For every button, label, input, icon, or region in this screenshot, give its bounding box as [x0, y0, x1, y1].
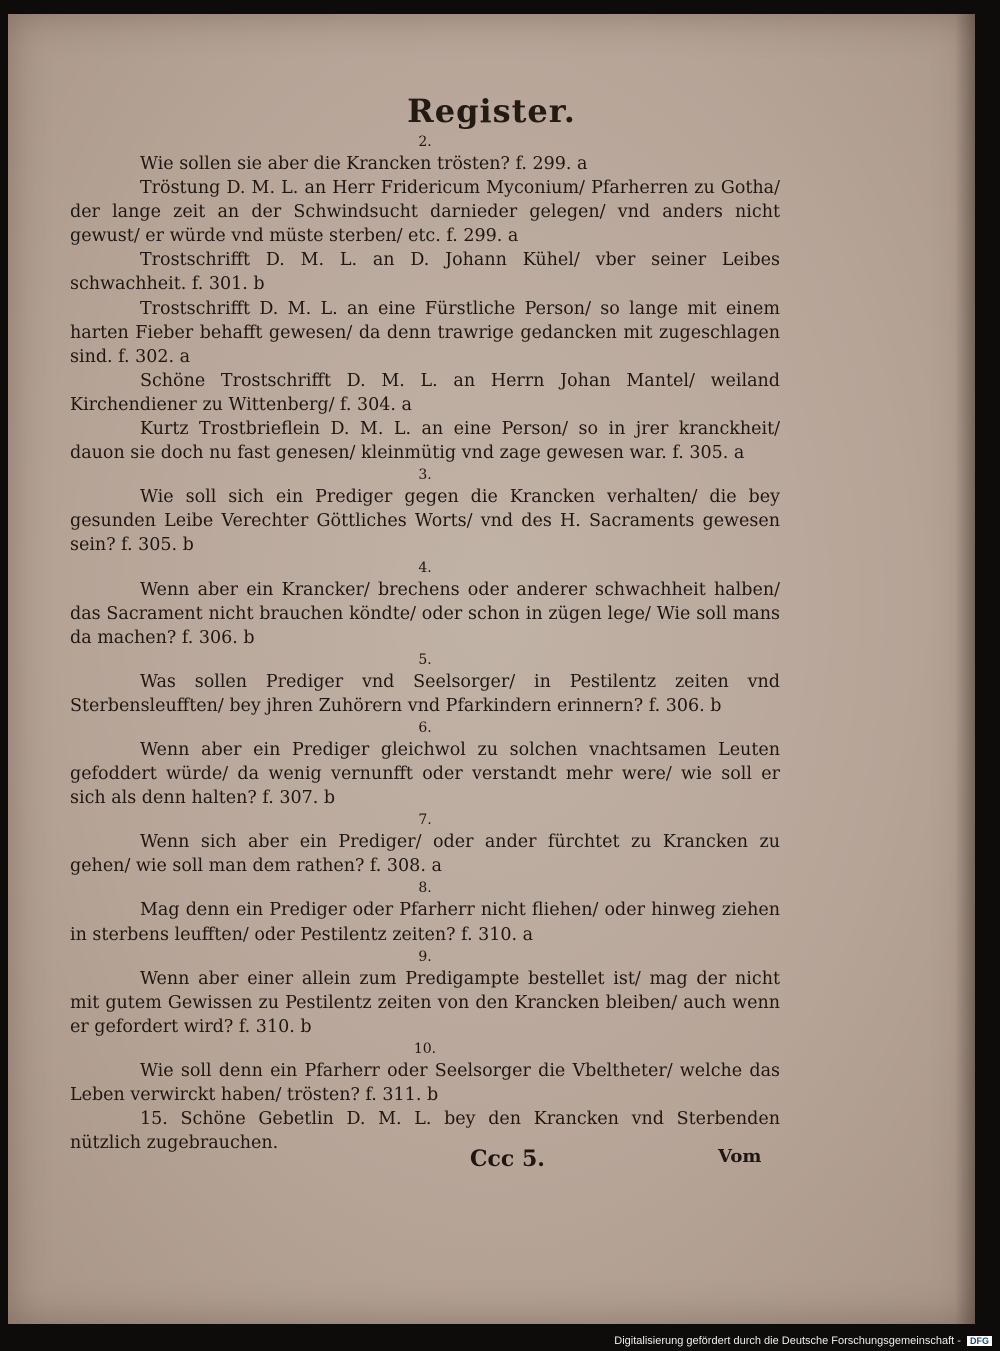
register-entry	[70, 132, 780, 176]
entry-number: 3.	[418, 467, 432, 484]
entry-number: 10.	[413, 1040, 437, 1057]
dfg-logo: DFG	[967, 1336, 992, 1346]
register-entry	[70, 369, 780, 417]
entry-number: 4.	[418, 559, 432, 576]
entry-text: Trostschrifft D. M. L. an D. Johann Kühel/ vber seiner Leibes schwachheit. f. 301. b	[70, 250, 780, 295]
entry-text: Wenn aber einer allein zum Predigampte bestellet ist/ mag der nicht mit gutem Gewissen zu Pestilentz zeiten von den Krancken bleiben/ auch wenn er gefordert wird? f. 310. b	[70, 968, 780, 1037]
entry-text: Was sollen Prediger vnd Seelsorger/ in Pestilentz zeiten vnd Sterbensleufften/ bey jhren Zuhörern vnd Pfarkindern erinnern? f. 306. b	[70, 671, 780, 716]
book-page	[8, 14, 975, 1324]
register-entry	[70, 558, 780, 650]
page-edge-shadow	[955, 14, 975, 1324]
register-entry	[70, 810, 780, 878]
signature-mark: Ccc 5.	[470, 1146, 545, 1172]
register-entry	[70, 718, 780, 810]
register-entry	[70, 465, 780, 557]
entry-number: 9.	[418, 948, 432, 965]
catchword: Vom	[718, 1146, 762, 1167]
entry-text: Wenn aber ein Prediger gleichwol zu solchen vnachtsamen Leuten gefoddert würde/ da wenig vernunfft oder verstandt mehr were/ wie soll er sich als denn halten? f. 307. b	[70, 739, 780, 809]
register-entry	[70, 176, 780, 248]
entry-text: Wie sollen sie aber die Krancken trösten? f. 299. a	[140, 154, 588, 174]
entry-number: 2.	[418, 134, 432, 150]
page-heading: Register.	[407, 92, 576, 130]
register-entry	[70, 878, 780, 946]
credit-text: Digitalisierung gefördert durch die Deutsche Forschungsgemeinschaft -	[614, 1335, 961, 1347]
entry-text: Wenn sich aber ein Prediger/ oder ander fürchtet zu Krancken zu gehen/ wie soll man dem rathen? f. 308. a	[70, 832, 780, 877]
entry-text: Wie soll sich ein Prediger gegen die Krancken verhalten/ die bey gesunden Leibe Verechter Göttliches Worts/ vnd des H. Sacraments gewesen sein? f. 305. b	[70, 487, 780, 556]
register-entry	[70, 417, 780, 465]
entry-text: Wenn aber ein Krancker/ brechens oder anderer schwachheit halben/ das Sacrament nicht brauchen köndte/ oder schon in zügen lege/ Wie soll mans da machen? f. 306. b	[70, 579, 780, 648]
digitization-credit	[614, 1335, 992, 1347]
entry-text: Tröstung D. M. L. an Herr Fridericum Myconium/ Pfarherren zu Gotha/ der lange zeit an der Schwindsucht darnieder gelegen/ vnd anders nicht gewust/ er würde vnd müste sterben/ etc. f. 299. a	[70, 178, 780, 247]
entry-number: 7.	[418, 812, 432, 829]
entry-text: Mag denn ein Prediger oder Pfarherr nicht fliehen/ oder hinweg ziehen in sterbens leufften/ oder Pestilentz zeiten? f. 310. a	[70, 900, 780, 945]
register-entry	[70, 297, 780, 369]
register-entry	[70, 650, 780, 718]
entry-text: Wie soll denn ein Pfarherr oder Seelsorger die Vbeltheter/ welche das Leben verwirckt haben/ trösten? f. 311. b	[70, 1060, 780, 1105]
register-entry	[70, 1039, 780, 1107]
entry-number: 6.	[418, 719, 432, 736]
page-footer	[8, 1146, 788, 1176]
register-entry	[70, 248, 780, 296]
entry-text: Kurtz Trostbrieflein D. M. L. an eine Person/ so in jrer kranckheit/ dauon sie doch nu fast genesen/ kleinmütig vnd zage gewesen war. f. 305. a	[70, 419, 780, 464]
entry-text: 15. Schöne Gebetlin D. M. L. bey den Krancken vnd Sterbenden nützlich zugebrauchen.	[70, 1109, 780, 1154]
register-text	[70, 132, 780, 1155]
register-entry	[70, 947, 780, 1039]
entry-number: 8.	[418, 880, 432, 897]
entry-text: Schöne Trostschrifft D. M. L. an Herrn Johan Mantel/ weiland Kirchendiener zu Wittenberg/ f. 304. a	[70, 370, 780, 415]
entry-number: 5.	[418, 651, 432, 668]
entry-text: Trostschrifft D. M. L. an eine Fürstliche Person/ so lange mit einem harten Fieber behafft gewesen/ da denn trawrige gedancken mit zugeschlagen sind. f. 302. a	[70, 298, 780, 367]
